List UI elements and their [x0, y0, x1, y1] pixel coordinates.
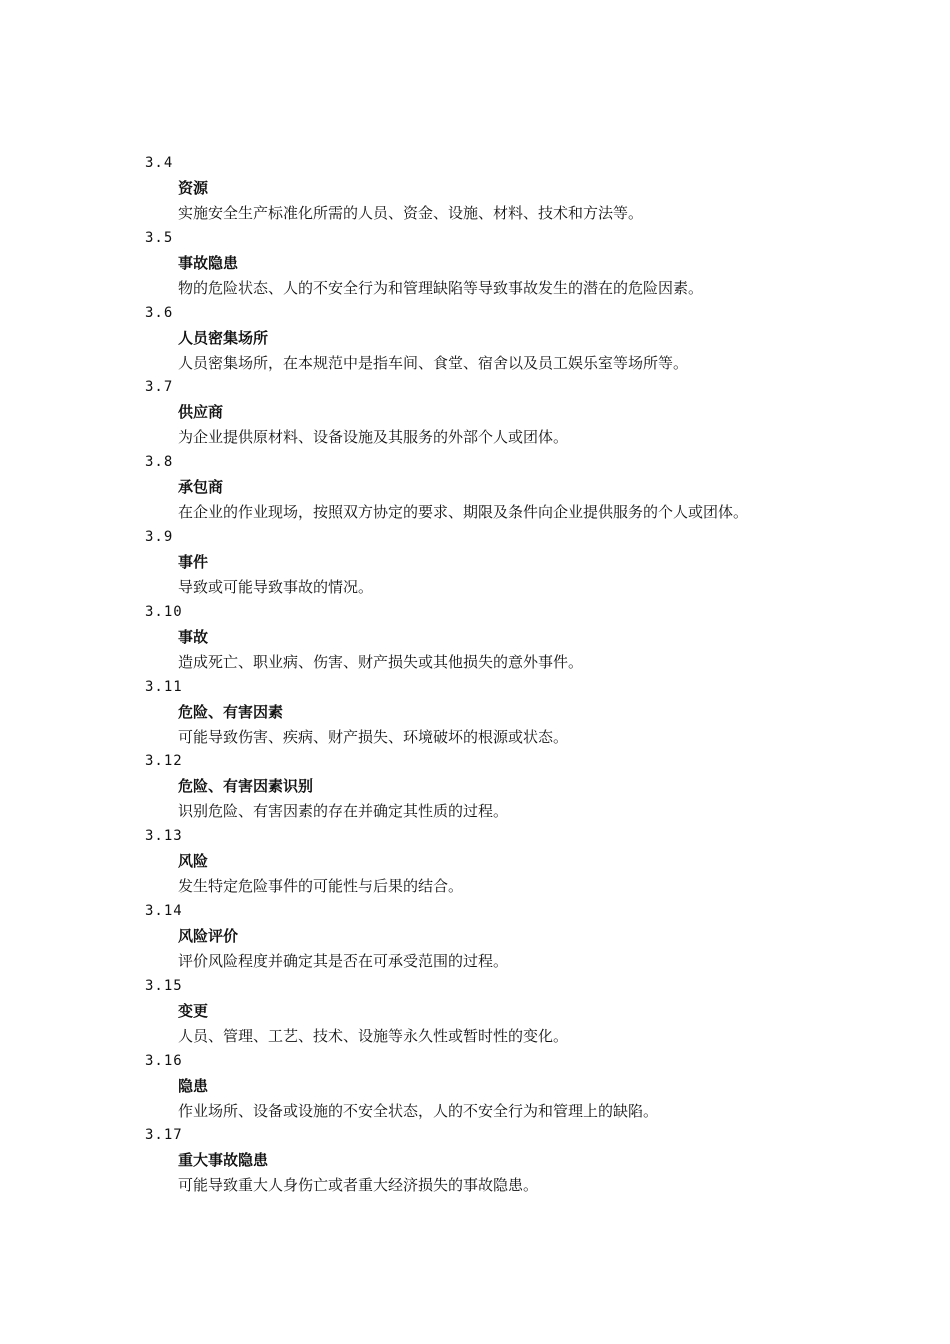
definition-entry [145, 749, 915, 824]
term-definition: 在企业的作业现场，按照双方协定的要求、期限及条件向企业提供服务的个人或团体。 [178, 503, 749, 522]
clause-number: 3.17 [145, 1127, 183, 1144]
definition-entry [145, 824, 915, 899]
term-definition: 发生特定危险事件的可能性与后果的结合。 [178, 877, 464, 896]
term-definition: 评价风险程度并确定其是否在可承受范围的过程。 [178, 951, 509, 970]
term-heading: 承包商 [178, 478, 224, 497]
clause-number: 3.10 [145, 603, 183, 620]
clause-number: 3.13 [145, 828, 183, 845]
clause-number: 3.16 [145, 1052, 183, 1069]
term-heading: 风险 [178, 852, 209, 871]
term-definition: 人员、管理、工艺、技术、设施等永久性或暂时性的变化。 [178, 1026, 569, 1045]
definition-entry [145, 375, 915, 450]
definition-entry [145, 899, 915, 974]
clause-number: 3.6 [145, 304, 174, 321]
clause-number: 3.8 [145, 454, 174, 471]
term-definition: 为企业提供原材料、设备设施及其服务的外部个人或团体。 [178, 428, 569, 447]
term-heading: 隐患 [178, 1076, 209, 1095]
definition-entry [145, 301, 915, 376]
term-heading: 事件 [178, 552, 209, 571]
term-definition: 人员密集场所，在本规范中是指车间、食堂、宿舍以及员工娱乐室等场所等。 [178, 353, 689, 372]
term-heading: 资源 [178, 179, 209, 197]
clause-number: 3.7 [145, 379, 174, 396]
term-definition: 可能导致伤害、疾病、财产损失、环境破坏的根源或状态。 [178, 727, 569, 746]
definition-entry [145, 1049, 915, 1124]
term-definition: 作业场所、设备或设施的不安全状态，人的不安全行为和管理上的缺陷。 [178, 1101, 659, 1120]
definition-entry [145, 450, 915, 525]
term-heading: 变更 [178, 1001, 209, 1020]
term-heading: 事故 [178, 627, 209, 646]
definition-entry [145, 525, 915, 600]
term-heading: 危险、有害因素 [178, 702, 284, 721]
clause-number: 3.15 [145, 977, 183, 994]
definition-entry [145, 974, 915, 1049]
term-definition: 造成死亡、职业病、伤害、财产损失或其他损失的意外事件。 [178, 652, 584, 671]
term-definition: 导致或可能导致事故的情况。 [178, 577, 374, 596]
clause-number: 3.12 [145, 753, 183, 770]
term-heading: 供应商 [178, 403, 224, 422]
definition-entry [145, 226, 915, 301]
term-definition: 识别危险、有害因素的存在并确定其性质的过程。 [178, 802, 509, 821]
clause-number: 3.14 [145, 902, 183, 919]
term-heading: 危险、有害因素识别 [178, 777, 314, 796]
definition-entry [145, 600, 915, 675]
clause-number: 3.9 [145, 528, 174, 545]
definition-entry [145, 1123, 915, 1198]
definition-entry [145, 151, 915, 226]
clause-number: 3.11 [145, 678, 183, 695]
term-definition: 实施安全生产标准化所需的人员、资金、设施、材料、技术和方法等。 [178, 204, 644, 222]
definition-entry [145, 675, 915, 750]
term-heading: 风险评价 [178, 926, 239, 945]
clause-number: 3.5 [145, 229, 174, 246]
clause-number: 3.4 [145, 155, 174, 171]
term-definition: 物的危险状态、人的不安全行为和管理缺陷等导致事故发生的潜在的危险因素。 [178, 278, 704, 297]
term-definition: 可能导致重大人身伤亡或者重大经济损失的事故隐患。 [178, 1176, 539, 1195]
term-heading: 重大事故隐患 [178, 1151, 269, 1170]
definitions-list [145, 151, 915, 1198]
term-heading: 人员密集场所 [178, 328, 269, 347]
term-heading: 事故隐患 [178, 253, 239, 272]
